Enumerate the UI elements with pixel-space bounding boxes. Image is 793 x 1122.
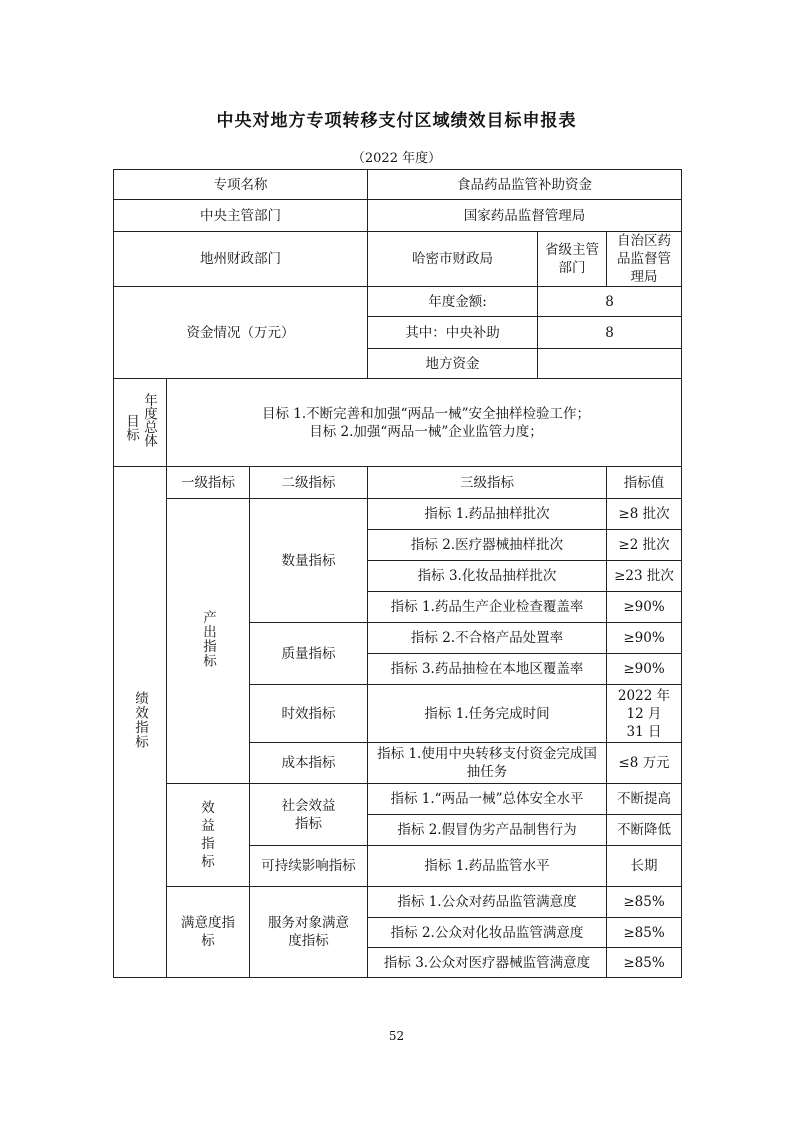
project-name-label: 专项名称: [114, 170, 368, 200]
project-name-row: [114, 170, 682, 200]
quantity-indicator-label: 数量指标: [250, 499, 368, 623]
funds-label: 资金情况（万元）: [114, 287, 368, 379]
indicator-item: 指标 1.使用中央转移支付资金完成国抽任务: [368, 743, 607, 784]
benefit-indicator-label: 效益指标: [167, 784, 250, 887]
prefecture-finance-label: 地州财政部门: [114, 232, 368, 287]
indicator-row: [114, 887, 682, 918]
indicator-item: 指标 2.医疗器械抽样批次: [368, 530, 607, 561]
central-dept-label: 中央主管部门: [114, 200, 368, 232]
project-name-value: 食品药品监管补助资金: [368, 170, 682, 200]
cost-indicator-label: 成本指标: [250, 743, 368, 784]
indicator-value: 2022 年 12 月 31 日: [607, 685, 682, 743]
indicator-row: [114, 784, 682, 815]
indicator-item: 指标 3.药品抽检在本地区覆盖率: [368, 654, 607, 685]
indicator-value: 不断提高: [607, 784, 682, 815]
funds-annual-row: [114, 287, 682, 317]
goals-content: [167, 379, 682, 467]
indicator-value: ≥90%: [607, 654, 682, 685]
indicator-item: 指标 1.公众对药品监管满意度: [368, 887, 607, 918]
goals-label-col1: 目标: [123, 413, 139, 441]
performance-form-table: [113, 169, 682, 978]
indicator-value: ≤8 万元: [607, 743, 682, 784]
header-level3: 三级指标: [368, 467, 607, 499]
indicator-value: ≥85%: [607, 918, 682, 948]
indicator-item: 指标 2.公众对化妆品监管满意度: [368, 918, 607, 948]
prefecture-finance-value: 哈密市财政局: [368, 232, 538, 287]
indicator-value: ≥90%: [607, 623, 682, 654]
central-dept-row: [114, 200, 682, 232]
indicator-value: 长期: [607, 846, 682, 887]
social-benefit-label: 社会效益指标: [250, 784, 368, 846]
indicator-row: [114, 499, 682, 530]
indicator-value: ≥8 批次: [607, 499, 682, 530]
indicator-item: 指标 3.公众对医疗器械监管满意度: [368, 948, 607, 978]
page-number: 52: [388, 1029, 405, 1043]
indicator-item: 指标 3.化妆品抽样批次: [368, 561, 607, 592]
central-dept-value: 国家药品监督管理局: [368, 200, 682, 232]
quality-indicator-label: 质量指标: [250, 623, 368, 685]
header-value: 指标值: [607, 467, 682, 499]
output-indicator-text: 产出指标: [200, 609, 216, 668]
goals-label: [114, 379, 167, 467]
indicators-section-text: 绩效指标: [132, 690, 148, 749]
finance-dept-row: [114, 232, 682, 287]
indicators-section-label: [114, 467, 167, 978]
indicator-item: 指标 2.假冒伪劣产品制售行为: [368, 815, 607, 846]
header-level1: 一级指标: [167, 467, 250, 499]
local-funds-label: 地方资金: [368, 349, 538, 379]
indicator-item: 指标 1.药品生产企业检查覆盖率: [368, 592, 607, 623]
goal-item: 目标 2.加强“两品一械”企业监管力度；: [309, 423, 543, 440]
page-title: 中央对地方专项转移支付区域绩效目标申报表: [216, 111, 577, 131]
provincial-dept-value: 自治区药品监督管理局: [607, 232, 682, 287]
indicator-item: 指标 1.任务完成时间: [368, 685, 607, 743]
output-indicator-label: [167, 499, 250, 784]
provincial-dept-label: 省级主管部门: [538, 232, 607, 287]
indicator-value: ≥23 批次: [607, 561, 682, 592]
indicator-item: 指标 1.药品抽样批次: [368, 499, 607, 530]
satisfaction-indicator-label: 满意度指标: [167, 887, 250, 978]
central-subsidy-value: 8: [538, 317, 682, 349]
indicator-item: 指标 2.不合格产品处置率: [368, 623, 607, 654]
indicator-value: ≥85%: [607, 948, 682, 978]
indicator-value: ≥85%: [607, 887, 682, 918]
indicator-value: ≥2 批次: [607, 530, 682, 561]
local-funds-value: [538, 349, 682, 379]
indicator-item: 指标 1.“两品一械”总体安全水平: [368, 784, 607, 815]
timeliness-indicator-label: 时效指标: [250, 685, 368, 743]
goal-item: 目标 1.不断完善和加强“两品一械”安全抽样检验工作；: [262, 405, 590, 422]
annual-amount-value: 8: [538, 287, 682, 317]
service-satisfaction-label: 服务对象满意度指标: [250, 887, 368, 978]
header-level2: 二级指标: [250, 467, 368, 499]
indicator-value: ≥90%: [607, 592, 682, 623]
goals-label-col2: 年度总体: [141, 393, 157, 447]
goals-row: [114, 379, 682, 467]
sustain-impact-label: 可持续影响指标: [250, 846, 368, 887]
central-subsidy-label: 其中：中央补助: [368, 317, 538, 349]
indicator-header-row: [114, 467, 682, 499]
annual-amount-label: 年度金额:: [368, 287, 538, 317]
indicator-value: 不断降低: [607, 815, 682, 846]
indicator-item: 指标 1.药品监管水平: [368, 846, 607, 887]
page-subtitle: （2022 年度）: [351, 151, 442, 166]
